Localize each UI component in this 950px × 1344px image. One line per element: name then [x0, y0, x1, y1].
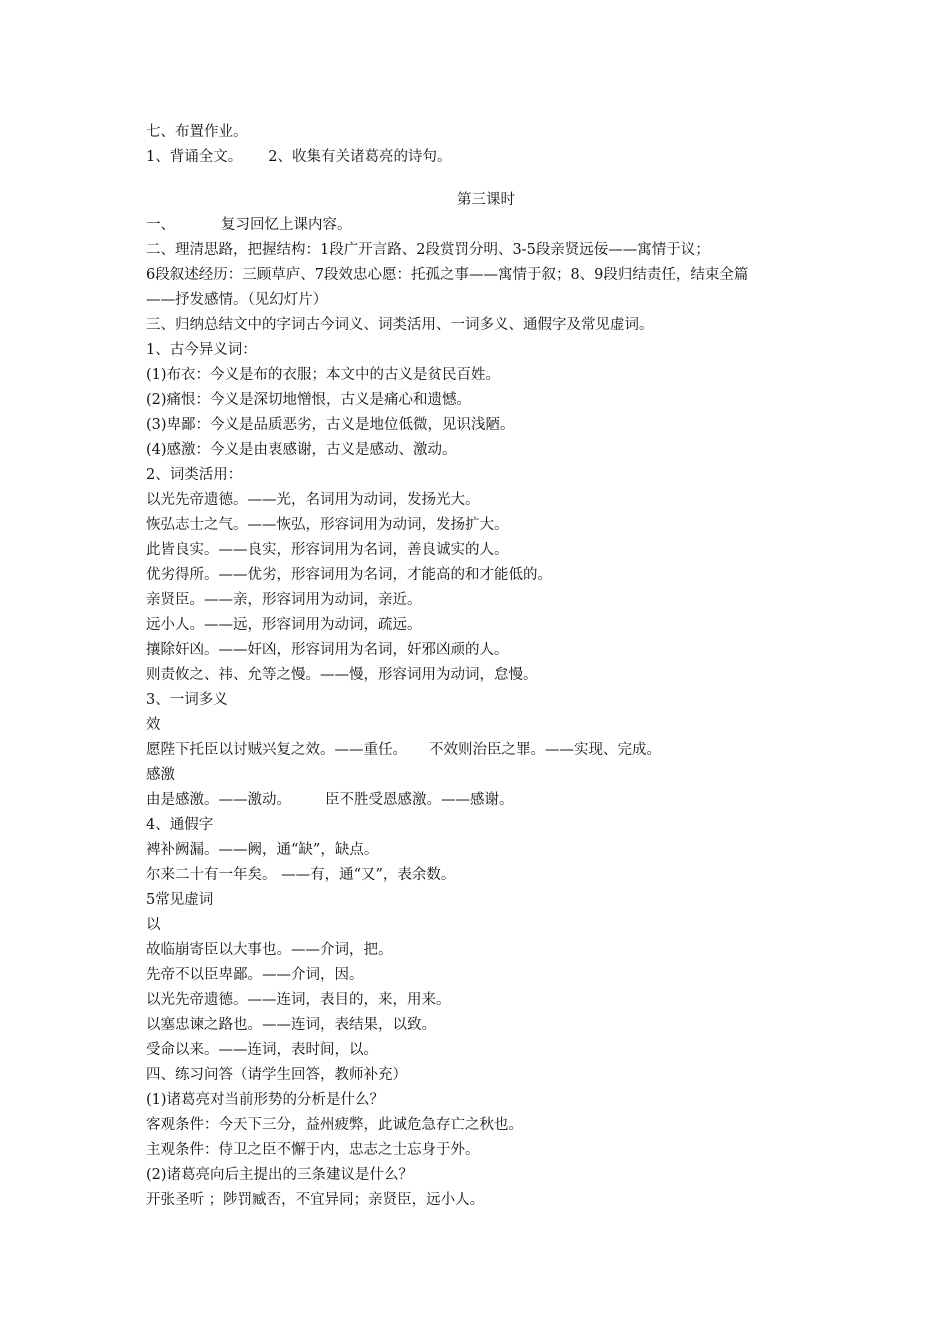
document-page: [146, 120, 826, 1213]
xiao-example-2: 不效则治臣之罪。——实现、完成。: [429, 742, 661, 758]
text-line: (4)感激：今义是由衷感谢，古义是感动、激动。: [146, 442, 457, 458]
word-label-xiao: 效: [146, 717, 161, 733]
homework-item-2: 2、收集有关诸葛亮的诗句。: [268, 149, 452, 165]
review-text: 复习回忆上课内容。: [221, 217, 352, 233]
xiao-example-1: 愿陛下托臣以讨贼兴复之效。——重任。: [146, 742, 407, 758]
ganji-examples: [146, 788, 826, 813]
answer-line: 主观条件：侍卫之臣不懈于内，忠志之士忘身于外。: [146, 1142, 480, 1158]
text-line: 以塞忠谏之路也。——连词，表结果，以致。: [146, 1017, 436, 1033]
subheading-word-class: 2、词类活用：: [146, 467, 243, 483]
structure-line-3: ——抒发感情。（见幻灯片）: [146, 292, 328, 308]
exercise-heading: 四、练习问答（请学生回答，教师补充）: [146, 1067, 407, 1083]
summary-heading: 三、归纳总结文中的字词古今词义、词类活用、一词多义、通假字及常见虚词。: [146, 317, 654, 333]
structure-line-2: 6段叙述经历：三顾草庐、7段效忠心愿：托孤之事——寓情于叙；8、9段归结责任，结束全篇: [146, 267, 749, 283]
answer-line: 客观条件：今天下三分，益州疲弊，此诚危急存亡之秋也。: [146, 1117, 523, 1133]
ganji-example-1: 由是感激。——激动。: [146, 792, 291, 808]
subheading-ancient-modern: 1、古今异义词：: [146, 342, 257, 358]
homework-item-1: 1、背诵全文。: [146, 149, 243, 165]
question-1: (1)诸葛亮对当前形势的分析是什么？: [146, 1092, 385, 1108]
word-label-ganji: 感激: [146, 767, 175, 783]
subheading-polysemy: 3、一词多义: [146, 692, 228, 708]
text-line: 受命以来。——连词，表时间，以。: [146, 1042, 378, 1058]
text-line: 攘除奸凶。——奸凶，形容词用为名词，奸邪凶顽的人。: [146, 642, 509, 658]
ganji-example-2: 臣不胜受恩感激。——感谢。: [325, 792, 514, 808]
review-line: [146, 213, 826, 238]
homework-line: [146, 145, 826, 170]
xiao-examples: [146, 738, 826, 763]
text-line: 故临崩寄臣以大事也。——介词，把。: [146, 942, 393, 958]
subheading-function-words: 5常见虚词: [146, 892, 214, 908]
text-line: 优劣得所。——优劣，形容词用为名词，才能高的和才能低的。: [146, 567, 552, 583]
word-label-yi: 以: [146, 917, 161, 933]
text-line: 远小人。——远，形容词用为动词，疏远。: [146, 617, 422, 633]
text-line: 以光先帝遗德。——连词，表目的，来，用来。: [146, 992, 451, 1008]
text-line: 亲贤臣。——亲，形容词用为动词，亲近。: [146, 592, 422, 608]
review-label: 一、: [146, 217, 175, 233]
structure-line-1: 二、理清思路，把握结构：1段广开言路、2段赏罚分明、3-5段亲贤远佞——寓情于议；: [146, 242, 710, 258]
text-line: 此皆良实。——良实，形容词用为名词，善良诚实的人。: [146, 542, 509, 558]
text-line: (3)卑鄙：今义是品质恶劣，古义是地位低微，见识浅陋。: [146, 417, 515, 433]
answer-line: 开张圣听 ；陟罚臧否，不宜异同；亲贤臣，远小人。: [146, 1192, 485, 1208]
question-2: (2)诸葛亮向后主提出的三条建议是什么？: [146, 1167, 414, 1183]
section-title: 第三课时: [457, 192, 515, 208]
text-line: 则责攸之、祎、允等之慢。——慢，形容词用为动词，怠慢。: [146, 667, 538, 683]
heading-assignment: 七、布置作业。: [146, 124, 248, 140]
text-line: 裨补阙漏。——阙，通“缺”，缺点。: [146, 842, 379, 858]
text-line: 以光先帝遗德。——光，名词用为动词，发扬光大。: [146, 492, 480, 508]
text-line: 尔来二十有一年矣。 ——有，通“又”，表余数。: [146, 867, 456, 883]
text-line: 恢弘志士之气。——恢弘，形容词用为动词，发扬扩大。: [146, 517, 509, 533]
text-line: 先帝不以臣卑鄙。——介词，因。: [146, 967, 364, 983]
subheading-tongjia: 4、通假字: [146, 817, 214, 833]
text-line: (2)痛恨：今义是深切地憎恨，古义是痛心和遗憾。: [146, 392, 472, 408]
text-line: (1)布衣：今义是布的衣服；本文中的古义是贫民百姓。: [146, 367, 501, 383]
